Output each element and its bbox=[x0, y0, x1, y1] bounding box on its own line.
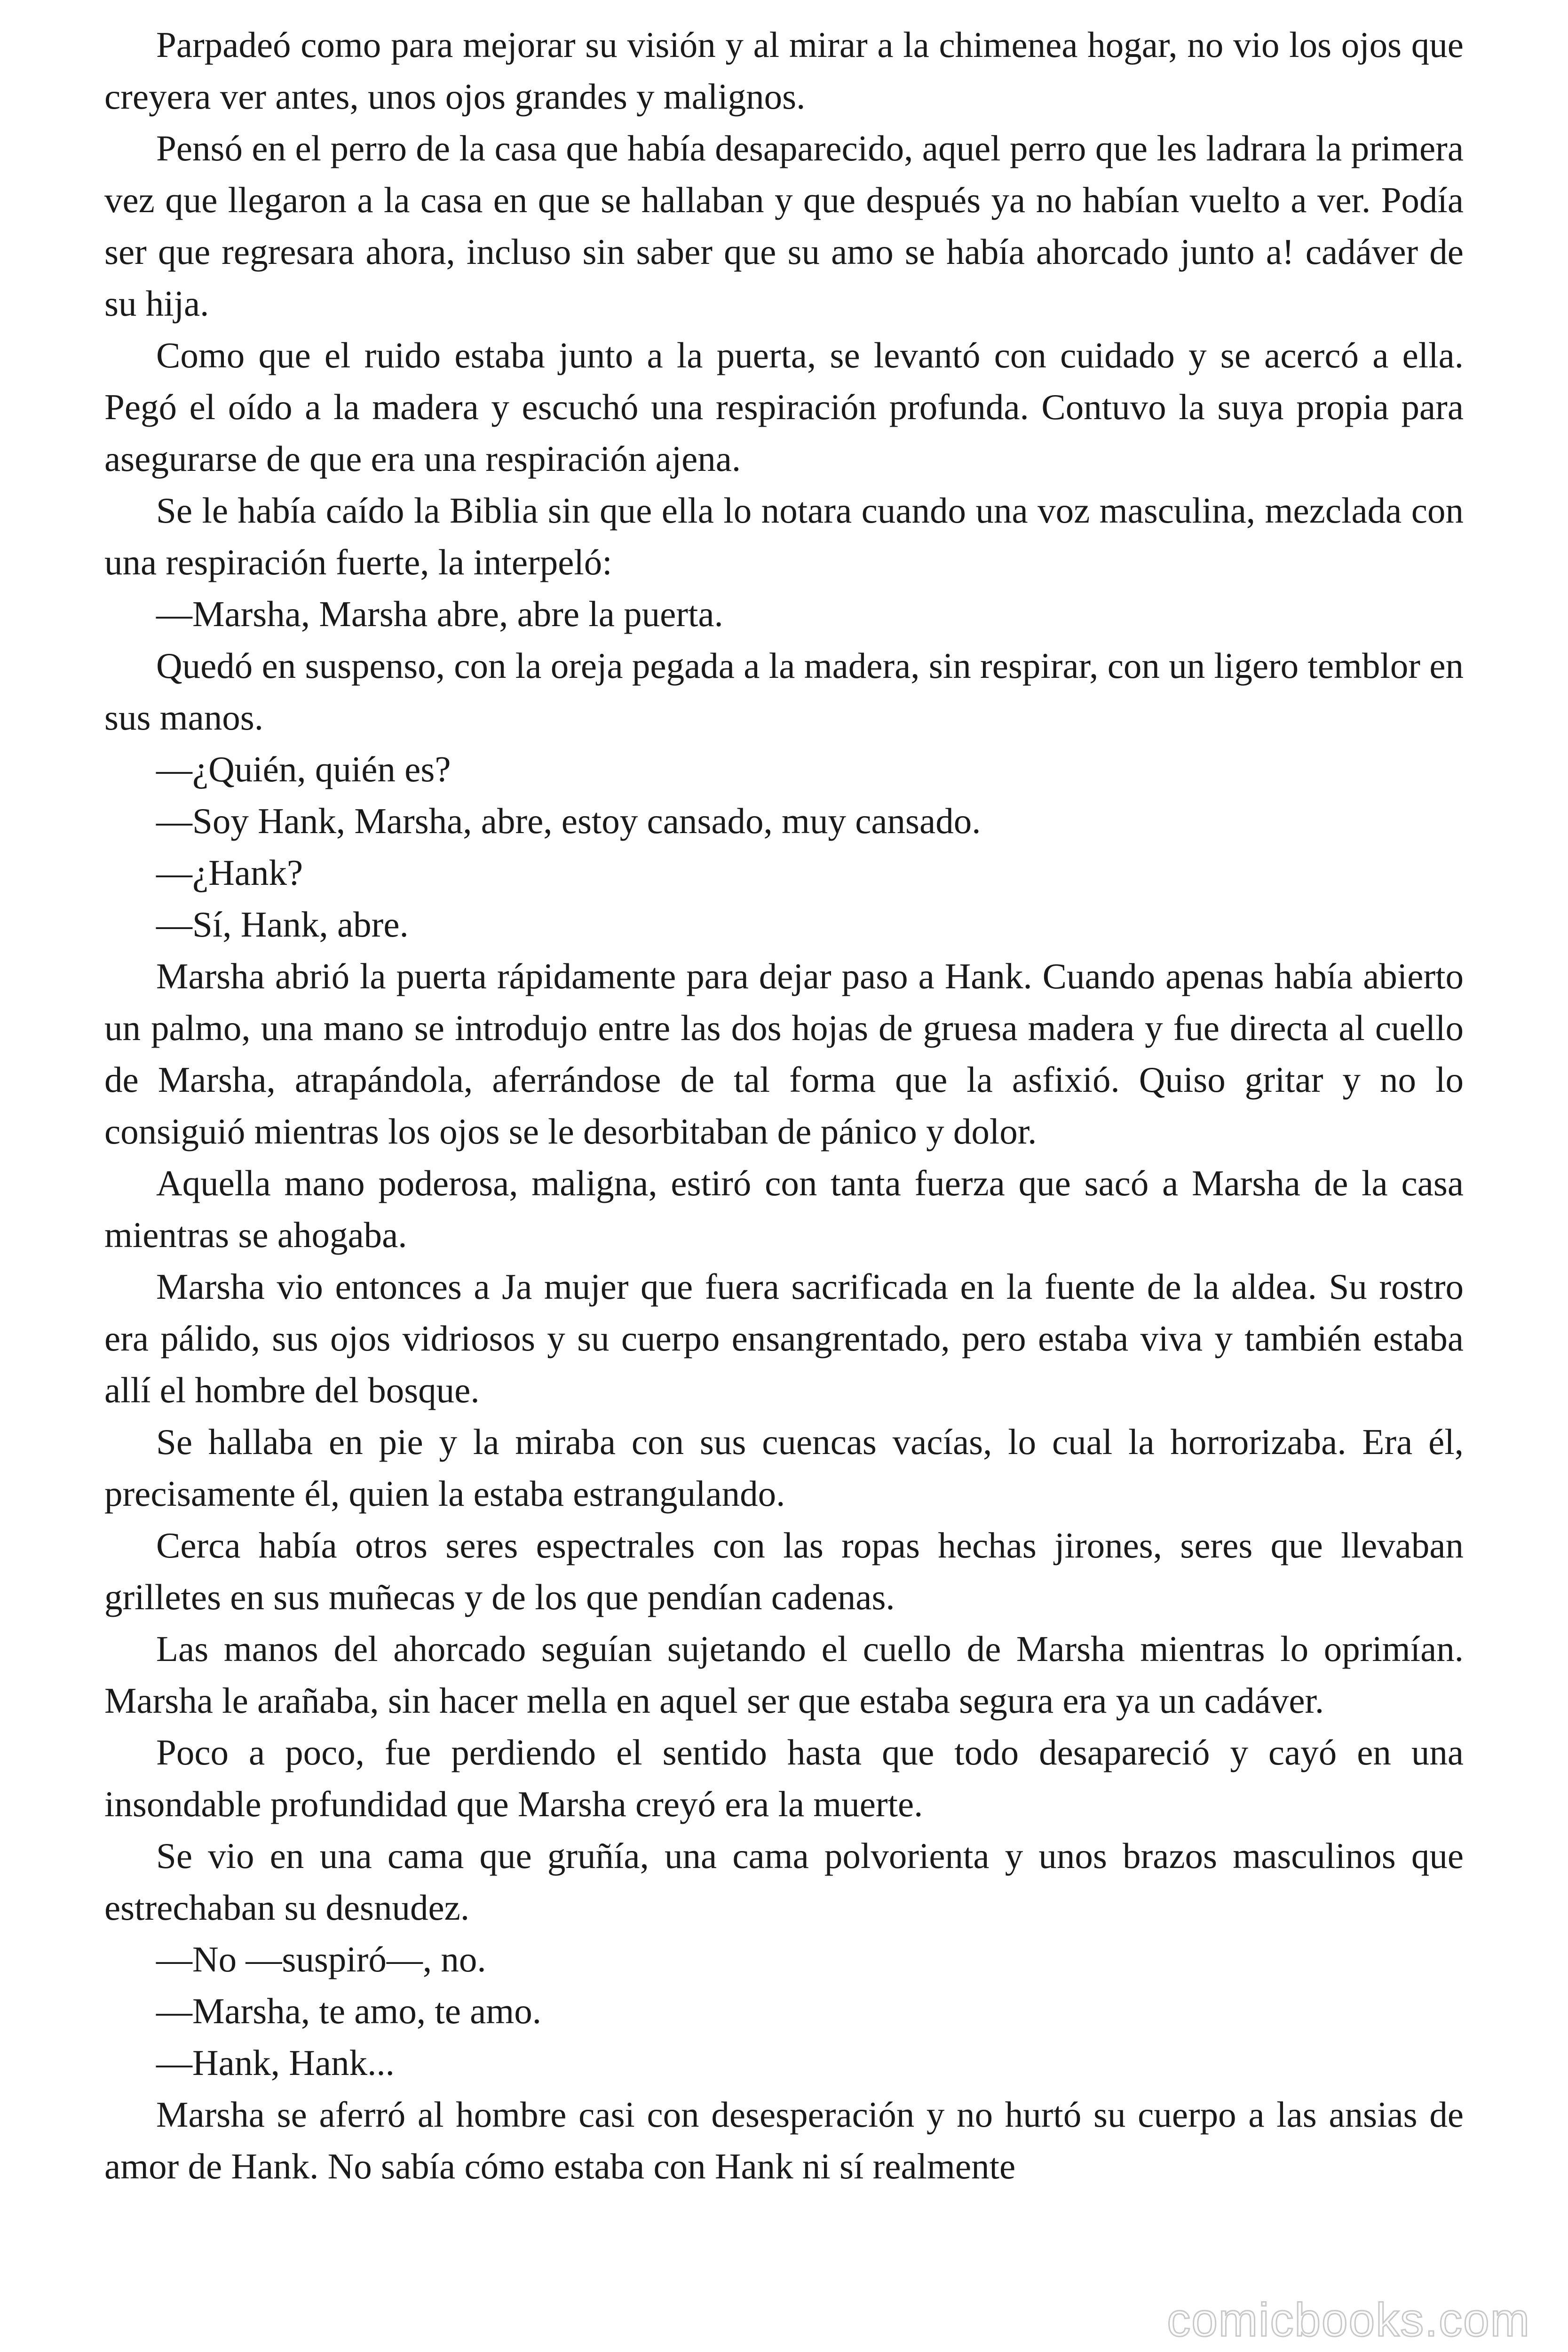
paragraph: Quedó en suspenso, con la oreja pegada a la madera, sin respirar, con un ligero temblor en sus manos. bbox=[104, 645, 1464, 738]
paragraph: Parpadeó como para mejorar su visión y al mirar a la chimenea hogar, no vio los ojos que creyera ver antes, unos ojos grandes y malignos. bbox=[104, 24, 1464, 117]
paragraph: Aquella mano poderosa, maligna, estiró con tanta fuerza que sacó a Marsha de la casa mientras se ahogaba. bbox=[104, 1163, 1464, 1255]
dialogue-line: —Marsha, te amo, te amo. bbox=[156, 1991, 541, 2031]
paragraph: Se hallaba en pie y la miraba con sus cuencas vacías, lo cual la horrorizaba. Era él, precisamente él, quien la estaba estrangulando. bbox=[104, 1422, 1464, 1514]
paragraph: Marsha vio entonces a Ja mujer que fuera sacrificada en la fuente de la aldea. Su rostro era pálido, sus ojos vidriosos y su cuerpo ensangrentado, pero estaba viva y también estaba allí el hombre del bosque. bbox=[104, 1266, 1464, 1410]
paragraph: Se vio en una cama que gruñía, una cama polvorienta y unos brazos masculinos que estrechaban su desnudez. bbox=[104, 1836, 1464, 1928]
paragraph: Las manos del ahorcado seguían sujetando el cuello de Marsha mientras lo oprimían. Marsha le arañaba, sin hacer mella en aquel ser que estaba segura era ya un cadáver. bbox=[104, 1629, 1464, 1721]
watermark: comicbooks.com bbox=[1167, 2294, 1530, 2346]
dialogue-line: —¿Quién, quién es? bbox=[156, 749, 451, 789]
paragraph: Poco a poco, fue perdiendo el sentido hasta que todo desapareció y cayó en una insondable profundidad que Marsha creyó era la muerte. bbox=[104, 1732, 1464, 1824]
dialogue-line: —Sí, Hank, abre. bbox=[156, 904, 409, 945]
dialogue-line: —¿Hank? bbox=[156, 852, 303, 893]
dialogue-line: —Soy Hank, Marsha, abre, estoy cansado, muy cansado. bbox=[156, 801, 981, 841]
book-page-text bbox=[104, 19, 1464, 2192]
paragraph: Se le había caído la Biblia sin que ella lo notara cuando una voz masculina, mezclada con una respiración fuerte, la interpeló: bbox=[104, 490, 1464, 582]
paragraph: Marsha se aferró al hombre casi con desesperación y no hurtó su cuerpo a las ansias de amor de Hank. No sabía cómo estaba con Hank ni sí realmente bbox=[104, 2094, 1464, 2186]
paragraph: Pensó en el perro de la casa que había desaparecido, aquel perro que les ladrara la primera vez que llegaron a la casa en que se hallaban y que después ya no habían vuelto a ver. Podía ser que regresara ahora, incluso sin saber que su amo se había ahorcado junto a! cadáver de su hija. bbox=[104, 128, 1464, 324]
paragraph: Marsha abrió la puerta rápidamente para dejar paso a Hank. Cuando apenas había abierto un palmo, una mano se introdujo entre las dos hojas de gruesa madera y fue directa al cuello de Marsha, atrapándola, aferrándose de tal forma que la asfixió. Quiso gritar y no lo consiguió mientras los ojos se le desorbitaban de pánico y dolor. bbox=[104, 956, 1464, 1152]
paragraph: Como que el ruido estaba junto a la puerta, se levantó con cuidado y se acercó a ella. Pegó el oído a la madera y escuchó una respiración profunda. Contuvo la suya propia para asegurarse de que era una respiración ajena. bbox=[104, 335, 1464, 479]
dialogue-line: —Hank, Hank... bbox=[156, 2042, 395, 2083]
dialogue-line: —Marsha, Marsha abre, abre la puerta. bbox=[156, 594, 723, 634]
dialogue-line: —No —suspiró—, no. bbox=[156, 1939, 486, 1979]
paragraph: Cerca había otros seres espectrales con las ropas hechas jirones, seres que llevaban grilletes en sus muñecas y de los que pendían cadenas. bbox=[104, 1525, 1464, 1617]
